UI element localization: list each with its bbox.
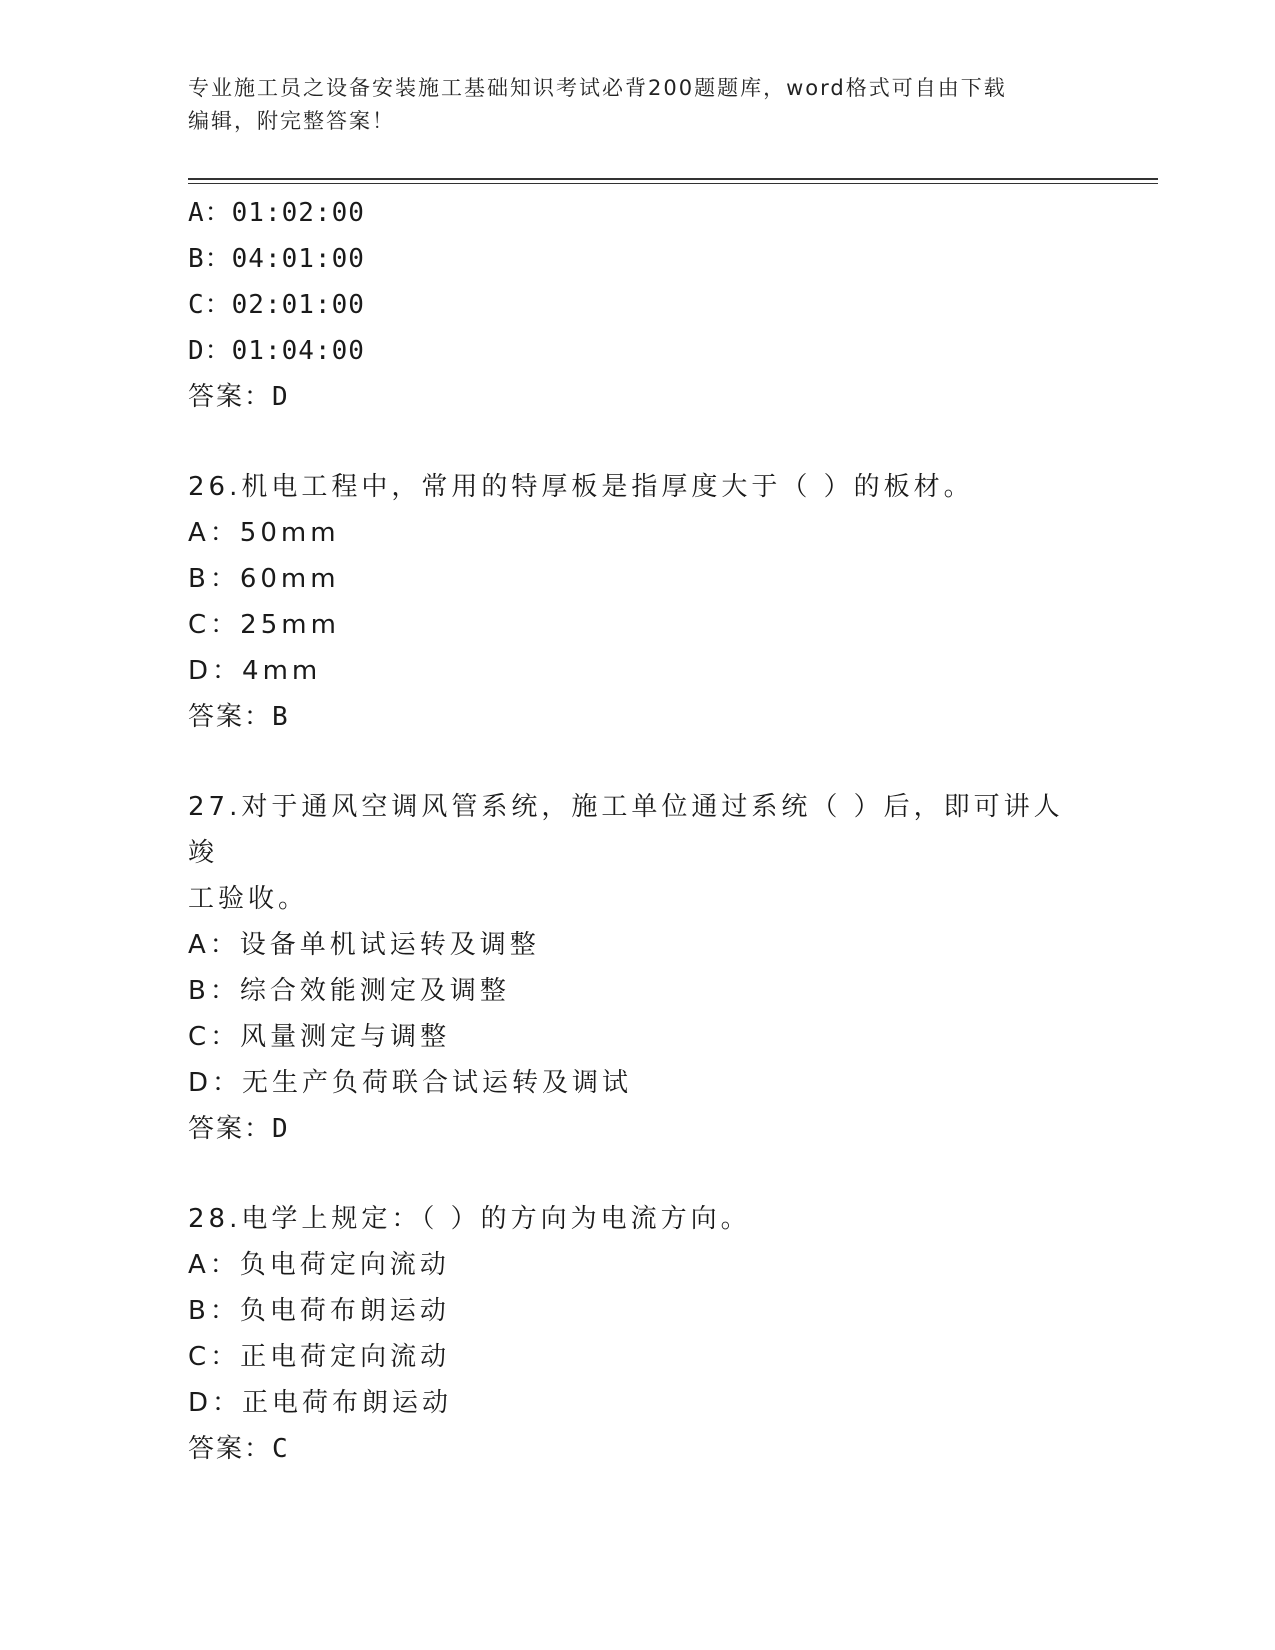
option-label: B：: [188, 1296, 240, 1326]
answer-line: [188, 1106, 1088, 1152]
option-a: [188, 190, 1088, 236]
option-label: B：: [188, 976, 240, 1006]
option-label: D：: [188, 1388, 243, 1418]
option-label: A：: [188, 198, 232, 228]
option-label: D：: [188, 336, 232, 366]
header-divider-thick: [188, 178, 1158, 180]
option-b: [188, 968, 1088, 1014]
option-b: [188, 556, 1088, 602]
header-divider-thin: [188, 183, 1158, 184]
option-b: [188, 236, 1088, 282]
answer-label: 答案：: [188, 1114, 273, 1144]
document-page: [188, 0, 1158, 1650]
option-b: [188, 1288, 1088, 1334]
answer-line: [188, 1426, 1088, 1472]
header-title-line-1: 专业施工员之设备安装施工基础知识考试必背200题题库，word格式可自由下载: [188, 76, 1007, 100]
header-title-line-2: 编辑，附完整答案！: [188, 109, 395, 133]
answer-label: 答案：: [188, 1434, 273, 1464]
question-title: [188, 784, 1068, 922]
question-list: [188, 190, 1088, 1472]
option-d: [188, 1380, 1088, 1426]
option-label: A：: [188, 518, 240, 548]
option-text: 正电荷定向流动: [240, 1342, 451, 1372]
question-block-28: [188, 1196, 1088, 1472]
option-text: 60mm: [239, 564, 340, 594]
question-title: 28.电学上规定：（ ）的方向为电流方向。: [188, 1204, 751, 1234]
option-a: [188, 1242, 1088, 1288]
answer-key: D: [272, 1114, 290, 1144]
option-text: 风量测定与调整: [240, 1022, 451, 1052]
answer-line: [188, 374, 1088, 420]
option-label: C：: [188, 290, 232, 320]
option-label: C：: [188, 1342, 241, 1372]
question-title: 26.机电工程中，常用的特厚板是指厚度大于（ ）的板材。: [188, 472, 974, 502]
question-block-26: [188, 464, 1088, 740]
question-block-25: [188, 190, 1088, 420]
option-text: 01:02:00: [231, 198, 365, 228]
option-label: C：: [188, 610, 241, 640]
question-title-line-1: 27.对于通风空调风管系统，施工单位通过系统（ ）后，即可讲人竣: [188, 792, 1064, 868]
option-c: [188, 1014, 1088, 1060]
option-text: 04:01:00: [231, 244, 365, 274]
option-label: A：: [188, 1250, 240, 1280]
answer-key: C: [272, 1434, 290, 1464]
option-a: [188, 922, 1088, 968]
option-label: A：: [188, 930, 240, 960]
option-d: [188, 328, 1088, 374]
option-label: D：: [188, 656, 243, 686]
option-label: D：: [188, 1068, 243, 1098]
option-label: B：: [188, 564, 240, 594]
option-text: 设备单机试运转及调整: [239, 930, 540, 960]
option-c: [188, 602, 1088, 648]
option-text: 50mm: [239, 518, 340, 548]
option-text: 负电荷定向流动: [239, 1250, 450, 1280]
option-text: 无生产负荷联合试运转及调试: [242, 1068, 633, 1098]
option-text: 正电荷布朗运动: [242, 1388, 453, 1418]
spacer: [188, 740, 1088, 784]
option-text: 负电荷布朗运动: [239, 1296, 450, 1326]
answer-line: [188, 694, 1088, 740]
question-block-27: [188, 784, 1088, 1152]
spacer: [188, 420, 1088, 464]
answer-label: 答案：: [188, 382, 273, 412]
document-header: [188, 72, 1088, 138]
option-text: 25mm: [240, 610, 340, 640]
option-text: 综合效能测定及调整: [239, 976, 510, 1006]
option-text: 01:04:00: [231, 336, 365, 366]
option-a: [188, 510, 1088, 556]
option-d: [188, 648, 1088, 694]
option-d: [188, 1060, 1088, 1106]
option-label: B：: [188, 244, 232, 274]
answer-label: 答案：: [188, 702, 273, 732]
option-c: [188, 1334, 1088, 1380]
spacer: [188, 1152, 1088, 1196]
answer-key: D: [272, 382, 290, 412]
option-text: 4mm: [242, 656, 322, 686]
option-label: C：: [188, 1022, 241, 1052]
option-c: [188, 282, 1088, 328]
answer-key: B: [272, 702, 290, 732]
question-title-line-2: 工验收。: [188, 884, 309, 914]
option-text: 02:01:00: [231, 290, 365, 320]
